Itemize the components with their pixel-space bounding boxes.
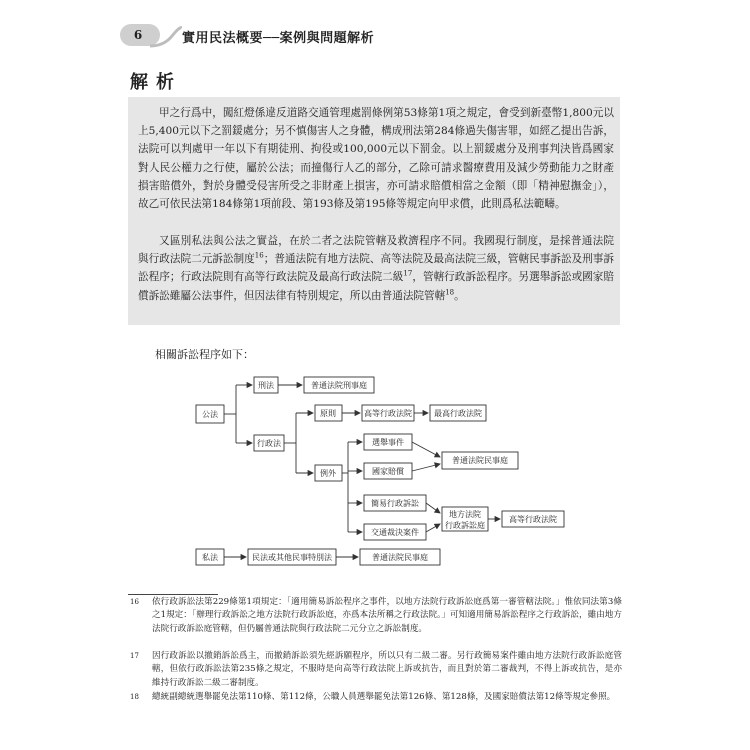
diagram-caption: 相關訴訟程序如下： bbox=[155, 348, 254, 361]
label-admin-litigation-court: 行政訴訟庭 bbox=[445, 521, 485, 530]
footnote-divider bbox=[128, 594, 218, 595]
label-exception: 例外 bbox=[320, 469, 336, 478]
paragraph-text: ，管轄行政訴訟程序。另選舉訴訟或國家賠償訴訟雖屬公法事件，但因法律有特別規定，所以由普通法院管轄 bbox=[138, 271, 615, 302]
label-supreme-admin-court: 最高行政法院 bbox=[434, 409, 482, 418]
footnote-number: 17 bbox=[130, 652, 139, 660]
label-civil-law: 民法或其他民事特別法 bbox=[252, 553, 332, 562]
footnote-ref-16[interactable]: 16 bbox=[254, 251, 264, 260]
label-public-law: 公法 bbox=[202, 410, 218, 419]
label-ordinary-court-civil-2: 普通法院民事庭 bbox=[372, 553, 428, 562]
label-private-law: 私法 bbox=[202, 553, 218, 562]
label-principle: 原則 bbox=[320, 409, 336, 418]
running-title: 實用民法概要──案例與問題解析 bbox=[182, 31, 375, 46]
label-high-admin-court: 高等行政法院 bbox=[364, 409, 412, 418]
footnote-number: 18 bbox=[130, 693, 139, 701]
label-criminal-law: 刑法 bbox=[258, 381, 274, 390]
page-number: 6 bbox=[133, 28, 143, 42]
label-simple-admin-litigation: 簡易行政訴訟 bbox=[371, 499, 419, 508]
footnote-18: 總統副總統選舉罷免法第110條、第112條，公職人員選舉罷免法第126條、第128條，及國家賠償法第12條等規定參照。 bbox=[152, 692, 616, 702]
paragraph-text: 。 bbox=[454, 289, 465, 302]
paragraph-text: 又區別私法與公法之實益，在於二者之法院管轄及救濟程序不同。我國現行制度，是採普通法院與行政法院二元訴訟制度 bbox=[138, 235, 614, 266]
footnote-16: 依行政訴訟法第229條第1項規定：「適用簡易訴訟程序之事件，以地方法院行政訴訟庭爲第一審管轄法院。」惟依同法第3條之1規定：「辦理行政訴訟之地方法院行政訴訟庭，亦爲本法所稱之行政法院。」可知適用簡易訴訟程序之行政訴訟，雖由地方法院行政訴訟庭管轄，但仍屬普通法院與行政法院二元分立之訴訟制度。 bbox=[152, 597, 622, 634]
label-ordinary-court-criminal: 普通法院刑事庭 bbox=[311, 381, 367, 390]
label-election-matters: 選舉事件 bbox=[372, 438, 404, 447]
footnote-17: 因行政訴訟以撤銷訴訟爲主，而撤銷訴訟須先經訴願程序，所以只有二級二審。另行政簡易案件雖由地方法院行政訴訟庭管轄，但依行政訴訟法第235條之規定，不服時是向高等行政法院上訴或抗告，而且對於第二審裁判，不得上訴或抗告，是亦維持行政訴訟二級二審制度。 bbox=[152, 651, 622, 688]
analysis-paragraph-1: 甲之行爲中，闖紅燈係違反道路交通管理處罰條例第53條第1項之規定，會受到新臺幣1,800元以上5,400元以下之罰鍰處分；另不慎傷害人之身體，構成刑法第284條過失傷害罪，如經乙提出告訴，法院可以判處甲一年以下有期徒刑、拘役或100,000元以下罰金。以上罰鍰處分及刑事判決皆爲國家對人民公權力之行使，屬於公法；而撞傷行人乙的部分，乙除可請求醫療費用及減少勞動能力之財產損害賠償外，對於身體受侵害所受之非財產上損害，亦可請求賠償相當之金額（即「精神慰撫金」），故乙可依民法第184條第1項前段、第193條及第195條等規定向甲求償，此則爲私法範疇。 bbox=[138, 107, 614, 211]
footnote-number: 16 bbox=[130, 598, 139, 606]
label-administrative-law: 行政法 bbox=[257, 439, 281, 448]
label-district-court: 地方法院 bbox=[449, 510, 481, 519]
footnote-ref-17[interactable]: 17 bbox=[403, 269, 413, 278]
label-state-compensation: 國家賠償 bbox=[372, 467, 404, 476]
footnote-ref-18[interactable]: 18 bbox=[445, 288, 455, 297]
label-traffic-ruling-cases: 交通裁決案件 bbox=[371, 528, 419, 537]
label-ordinary-court-civil-1: 普通法院民事庭 bbox=[452, 456, 508, 465]
section-heading: 解析 bbox=[130, 72, 182, 93]
paragraph-text: ；普通法院有地方法院、高等法院及最高法院三級，管轄民事訴訟及刑事訴訟程序；行政法院則有高等行政法院及最高行政法院二級 bbox=[138, 253, 615, 284]
label-high-admin-court-2: 高等行政法院 bbox=[509, 515, 557, 524]
